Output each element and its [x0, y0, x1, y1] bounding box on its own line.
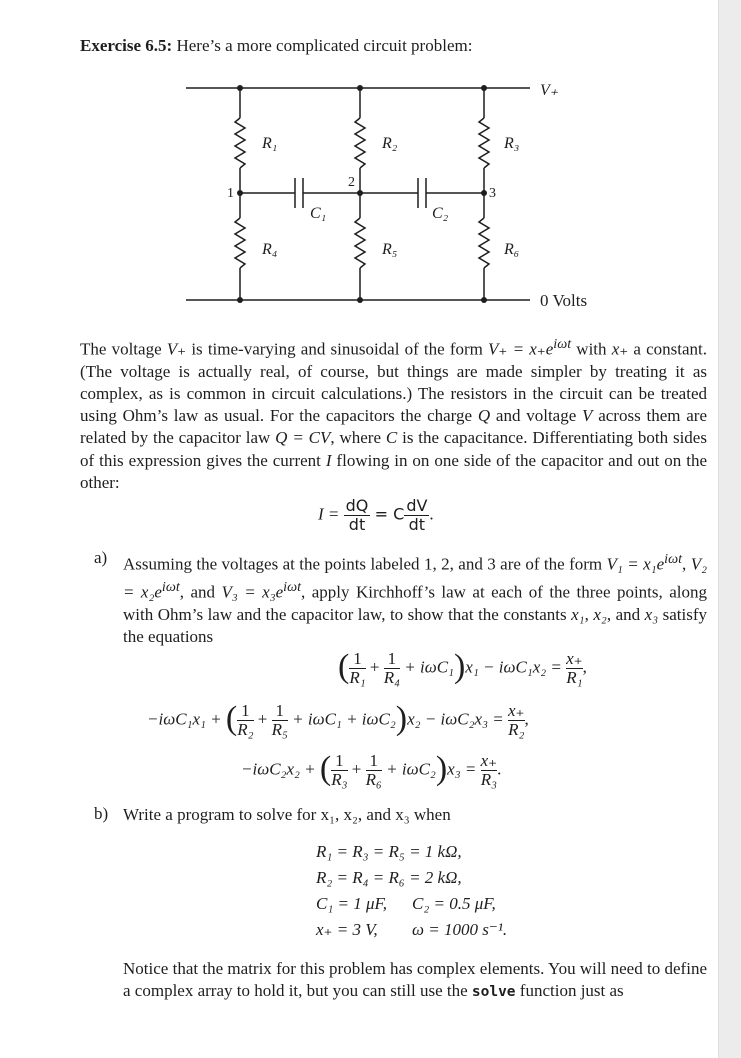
label-c1: C₁: [310, 205, 327, 222]
junction-dot: [357, 85, 363, 91]
code-solve: solve: [471, 984, 516, 1001]
label-r4: R₄: [262, 241, 278, 258]
label-r2: R₂: [382, 135, 398, 152]
label-r3: R₃: [504, 135, 520, 152]
part-b-note: Notice that the matrix for this problem has complex elements. You will need to define a complex array to hold it, but you can still use the solve function just as: [123, 959, 707, 1001]
part-a-text: Assuming the voltages at the points labeled 1, 2, and 3 are of the form $V_1 = x_1e^{i\omega t}$, $V_2 = x_2e^{i\omega t}$, and $V_3 = x_3e^{i\omega t}$, apply Kirchhoff’s law at each of the three points, along with Ohm’s law and the capacitor law, to show that the constants x₁, x₂, and x₃ satisfy the equations: [123, 551, 708, 646]
junction-dot: [481, 85, 487, 91]
value-omega: ω = 1000 s⁻¹.: [412, 920, 508, 939]
label-0-volts: 0 Volts: [540, 291, 588, 310]
junction-dot: [481, 297, 487, 303]
label-r6: R₆: [504, 241, 520, 258]
system-equation-3: −iωC₂x₂ + ( $\frac{1}{\text{R₃}}$ + $\frac{1}{\text{R₆}} + i\omega C_2)x_3$ = $\frac{x_+}{\text{R₃}}$ .: [241, 749, 502, 789]
part-a-label: a): [94, 548, 108, 567]
resistor-r3: [479, 118, 489, 168]
resistor-r4: [235, 218, 245, 268]
node-3-dot: [481, 190, 487, 196]
resistor-r5: [355, 218, 365, 268]
node-1-dot: [237, 190, 243, 196]
label-vplus: V₊: [540, 82, 559, 99]
system-equation-2: −iωC₁x₁ + ( $\frac{1}{\text{R₂}}$ + $\frac{1}{\text{R₅}} + i\omega C_1 + i\omega C_2)x_2 - i\omega C_2x_3$ = $\frac{x_+}{\text{R₂}}$ ,: [147, 699, 529, 739]
node-2-label: 2: [348, 175, 355, 190]
resistor-r1: [235, 118, 245, 168]
value-r-even: R₂ = R₄ = R₆ = 2 kΩ,: [316, 868, 462, 887]
node-2-dot: [357, 190, 363, 196]
resistor-r2: [355, 118, 365, 168]
exercise-label: Exercise 6.5:: [80, 36, 173, 55]
current-equation: I = $\frac{dQ}{dt}$ = C $\frac{dV}{dt}$ .: [318, 496, 434, 534]
part-b-text: Write a program to solve for x₁, x₂, and x₃ when: [123, 805, 451, 824]
junction-dot: [357, 297, 363, 303]
junction-dot: [237, 85, 243, 91]
circuit-diagram: [0, 0, 741, 320]
value-r-odd: R₁ = R₃ = R₅ = 1 kΩ,: [316, 842, 462, 861]
system-equation-1: ( $\frac{1}{\text{R₁}}$ + $\frac{1}{\text{R₄}} + i\omega C_1)x_1 - i\omega C_1x_2$ = $\frac{x_+}{\text{R₁}}$ ,: [338, 647, 587, 687]
label-r5: R₅: [382, 241, 398, 258]
value-c1: C₁ = 1 μF,: [316, 894, 387, 913]
value-xplus: x₊ = 3 V,: [316, 920, 378, 939]
label-c2: C₂: [432, 205, 449, 222]
value-c2: C₂ = 0.5 μF,: [412, 894, 496, 913]
node-3-label: 3: [489, 186, 496, 201]
node-1-label: 1: [227, 186, 234, 201]
junction-dot: [237, 297, 243, 303]
label-r1: R₁: [262, 135, 278, 152]
exercise-intro: Here’s a more complicated circuit problem:: [176, 36, 473, 55]
resistor-r6: [479, 218, 489, 268]
part-b-label: b): [94, 804, 109, 823]
paragraph-intro: The voltage V₊ is time-varying and sinusoidal of the form $V_+ = x_+e^{i\omega t}$ with x₊ a constant. (The voltage is actually real, of course, but things are made simpler by treating it as complex, as is common in circuit calculations.) The resistors in the circuit can be treated using Ohm’s law as usual. For the capacitors the charge Q and voltage V across them are related by the capacitor law Q = CV, where C is the capacitance. Differentiating both sides of this expression gives the current I flowing in on one side of the capacitor and out on the other:: [80, 336, 708, 492]
